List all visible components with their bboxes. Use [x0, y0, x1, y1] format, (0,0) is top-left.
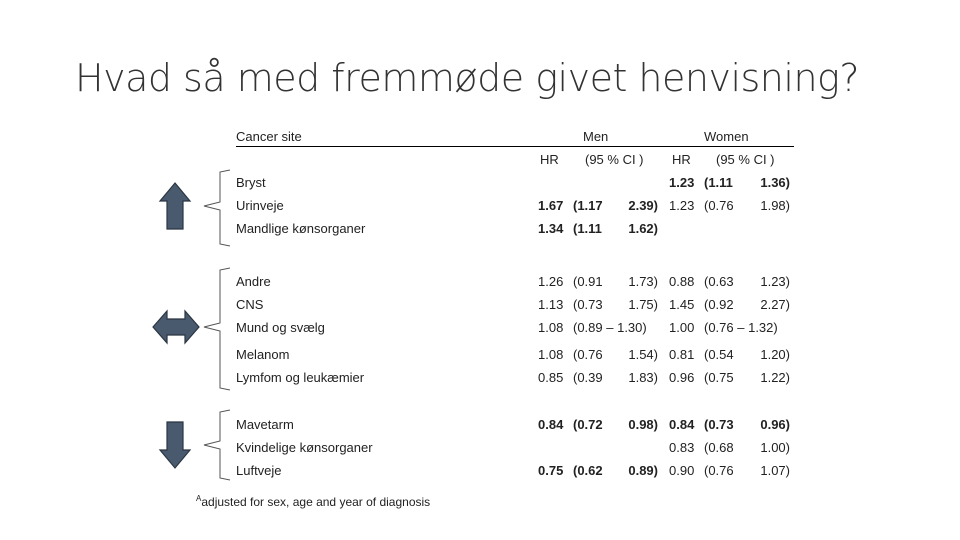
women-ci-low: (0.73: [704, 417, 734, 432]
left-right-arrow-icon: [153, 311, 199, 343]
up-arrow-icon: [160, 183, 190, 229]
women-hr-value: 0.81: [669, 347, 695, 362]
women-ci-low: (0.76: [704, 463, 734, 478]
women-hr-value: 0.83: [669, 440, 695, 455]
men-ci-low: (0.89 – 1.30): [573, 320, 647, 335]
men-ci-high: 0.89): [628, 463, 658, 478]
men-ci-low: (0.39: [573, 370, 603, 385]
men-ci-low: (1.17: [573, 198, 603, 213]
women-hr-value: 1.45: [669, 297, 695, 312]
men-ci-high: 1.73): [628, 274, 658, 289]
women-ci-high: 1.98): [760, 198, 790, 213]
women-ci-low: (0.63: [704, 274, 734, 289]
header-men: Men: [583, 129, 609, 144]
men-hr-value: 0.84: [538, 417, 564, 432]
men-ci-high: 0.98): [628, 417, 658, 432]
men-ci-low: (0.73: [573, 297, 603, 312]
men-ci-high: 1.83): [628, 370, 658, 385]
cancer-site-label: Mund og svælg: [236, 320, 325, 335]
women-ci-low: (0.54: [704, 347, 734, 362]
men-ci-low: (0.72: [573, 417, 603, 432]
cancer-site-label: Mavetarm: [236, 417, 294, 432]
women-hr-value: 1.23: [669, 198, 695, 213]
footnote-text: adjusted for sex, age and year of diagnosis: [201, 495, 431, 509]
women-ci-low: (0.76 – 1.32): [704, 320, 778, 335]
men-hr-value: 1.26: [538, 274, 564, 289]
cancer-site-label: Urinveje: [236, 198, 284, 213]
women-hr-value: 0.90: [669, 463, 695, 478]
women-ci-high: 1.07): [760, 463, 790, 478]
women-ci-high: 1.36): [760, 175, 790, 190]
down-arrow-icon: [160, 422, 190, 468]
women-ci-high: 1.00): [760, 440, 790, 455]
footnote-mark: A: [196, 494, 202, 503]
women-ci-high: 0.96): [760, 417, 790, 432]
women-hr-value: 1.00: [669, 320, 695, 335]
women-hr-value: 0.84: [669, 417, 695, 432]
group-bracket: [204, 170, 230, 246]
cancer-site-label: Bryst: [236, 175, 266, 190]
men-hr-value: 1.13: [538, 297, 564, 312]
header-cancer-site: Cancer site: [236, 129, 302, 144]
cancer-site-label: Lymfom og leukæmier: [236, 370, 365, 385]
men-ci-high: 2.39): [628, 198, 658, 213]
men-hr-value: 1.67: [538, 198, 564, 213]
men-hr-value: 0.75: [538, 463, 564, 478]
men-hr-value: 1.34: [538, 221, 564, 236]
header-men-hr: HR: [540, 152, 559, 167]
women-hr-value: 1.23: [669, 175, 695, 190]
women-ci-low: (0.75: [704, 370, 734, 385]
men-ci-low: (1.11: [573, 221, 602, 236]
women-ci-high: 1.22): [760, 370, 790, 385]
slide-title: Hvad så med fremmøde givet henvisning?: [75, 56, 860, 100]
cancer-site-label: Mandlige kønsorganer: [236, 221, 366, 236]
men-ci-low: (0.91: [573, 274, 603, 289]
cancer-site-label: Melanom: [236, 347, 290, 362]
cancer-site-label: CNS: [236, 297, 264, 312]
header-men-ci: (95 % CI ): [585, 152, 644, 167]
footnote: [196, 494, 430, 509]
women-ci-low: (0.92: [704, 297, 734, 312]
women-ci-low: (1.11: [704, 175, 733, 190]
men-ci-high: 1.75): [628, 297, 658, 312]
women-ci-low: (0.68: [704, 440, 734, 455]
women-ci-high: 2.27): [760, 297, 790, 312]
women-ci-low: (0.76: [704, 198, 734, 213]
group-bracket: [204, 268, 230, 390]
men-ci-low: (0.76: [573, 347, 603, 362]
men-hr-value: 1.08: [538, 320, 564, 335]
header-women-ci: (95 % CI ): [716, 152, 775, 167]
cancer-site-label: Andre: [236, 274, 271, 289]
men-ci-high: 1.62): [628, 221, 658, 236]
group-bracket: [204, 410, 230, 480]
men-hr-value: 0.85: [538, 370, 564, 385]
header-women: Women: [704, 129, 749, 144]
women-hr-value: 0.96: [669, 370, 695, 385]
men-hr-value: 1.08: [538, 347, 564, 362]
cancer-site-label: Kvindelige kønsorganer: [236, 440, 373, 455]
women-hr-value: 0.88: [669, 274, 695, 289]
men-ci-high: 1.54): [628, 347, 658, 362]
women-ci-high: 1.20): [760, 347, 790, 362]
cancer-site-label: Luftveje: [236, 463, 282, 478]
header-women-hr: HR: [672, 152, 691, 167]
women-ci-high: 1.23): [760, 274, 790, 289]
men-ci-low: (0.62: [573, 463, 603, 478]
